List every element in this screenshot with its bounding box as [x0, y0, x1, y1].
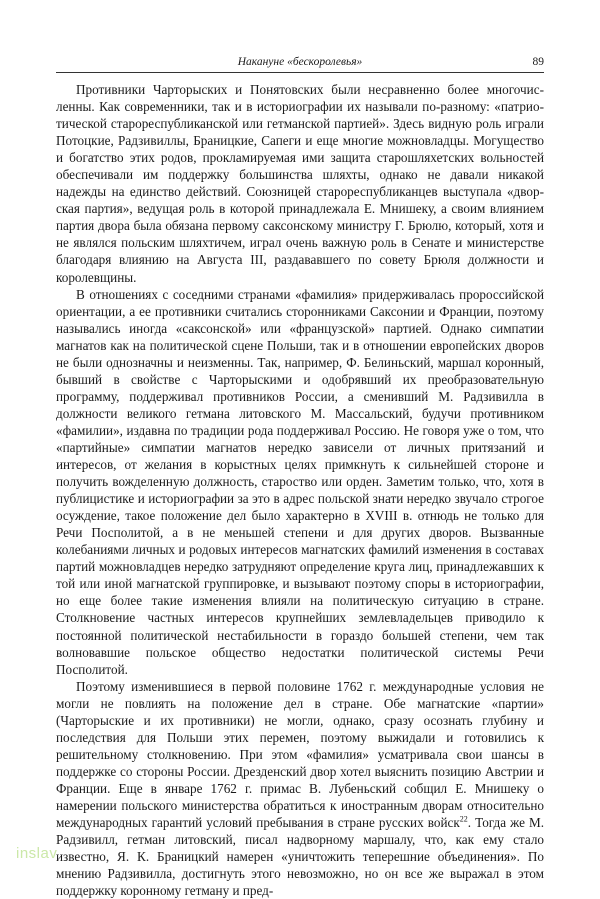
paragraph-3-part-1: Поэтому изменившиеся в первой половине 1762 г. международные условия не могли не повлиять на положение дел в стране. Обе магнатские «партии» (Чарторыские и их противники) не могли, однако, сразу осознать глубину и последствия для Польши этих перемен, поэтому выжидали и готовились к решительному столкновению. При этом «фамилия» усматривала свои шансы в поддержке со стороны России. Дрезденский двор хотел выяснить позицию Австрии и Франции. Еще в январе 1762 г. примас В. Лубеньский собщил Е. Мнишеку о намерении польского министерства обратиться к иностранным дворам относительно международных гарантий условий пребывания в стране русских войск — [56, 678, 544, 831]
running-head-title: Накануне «бескоролевья» — [237, 56, 363, 68]
paragraph-3 — [56, 678, 544, 899]
paragraph-1: Противники Чарторыских и Понятовских были несравненно более многочисленны. Как современники, так и в историографии их называли по-разному: «патриотической старореспубликанской или гетманской партией». Здесь видную роль играли Потоцкие, Радзивиллы, Браницкие, Сапеги и еще многие можновладцы. Могущество и богатство этих родов, прокламируемая ими защита старошляхетских вольностей обеспечивали им поддержку большинства шляхты, однако не давали никакой надежды на единство действий. Союзницей старореспубликанцев выступала «дворская партия», ведущая роль в которой принадлежала Е. Мнишеку, а своим влиянием партия двора была обязана первому саксонскому министру Г. Брюлю, который, хотя и не являлся польским шляхтичем, играл очень важную роль в Сенате и министерстве благодаря влиянию на Августа III, раздававшего по совету Брюля должности и королевщины. — [56, 82, 544, 285]
watermark: inslav — [16, 845, 58, 862]
page-number: 89 — [532, 56, 544, 68]
running-head — [56, 56, 544, 73]
paragraph-3-part-2: . Тогда же М. Радзивилл, гетман литовский, писал надворному маршалу, что, как ему стало известно, Я. К. Браницкий намерен «уничтожить теперешние объединения». По мнению Радзивилла, достигнуть этого невозможно, но он все же выражал в этом поддержку коронному гетману и пред- — [56, 815, 544, 899]
paragraph-2: В отношениях с соседними странами «фамилия» придерживалась пророссийской ориентации, а ее противники считались сторонниками Саксонии и Франции, поэтому назывались иногда «саксонской» или «французской» партией. Однако симпатии магнатов как на политической сцене Польши, так и в отношении европейских дворов не были однозначны и неизменны. Так, например, Ф. Белиньский, маршал коронный, бывший в свойстве с Чарторыскими и одобрявший их преобразовательную программу, поддерживал противников России, а сменивший М. Радзивилла в должности великого гетмана литовского М. Массальский, будучи противником «фамилии», издавна по традиции рода поддерживал Россию. Не говоря уже о том, что «партийные» симпатии магнатов нередко зависели от личных притязаний и интересов, от желания в корыстных целях примкнуть к сильнейшей стороне и получить вожделенную должность, староство или орден. Заметим только, что, хотя в публицистике и историографии за это в адрес польской знати нередко звучало строгое осуждение, такое положение дел было характерно в XVIII в. отнюдь не только для Речи Посполитой, а в не меньшей степени и для других дворов. Вызванные колебаниями личных и родовых интересов магнатских фамилий изменения в составах партий можновладцев нередко затрудняют определение круга лиц, принадлежавших к той или иной магнатской группировке, и вызывают поэтому споры в историографии, но еще более такие изменения влияли на политическую ситуацию в стране. Столкновение частных интересов крупнейших землевладельцев приводило к постоянной политической нестабильности в гораздо большей степени, чем так волновавшие польское общество недостатки политической системы Речи Посполитой. — [56, 286, 544, 677]
body-text — [56, 81, 544, 899]
footnote-ref[interactable]: 22 — [459, 814, 468, 824]
